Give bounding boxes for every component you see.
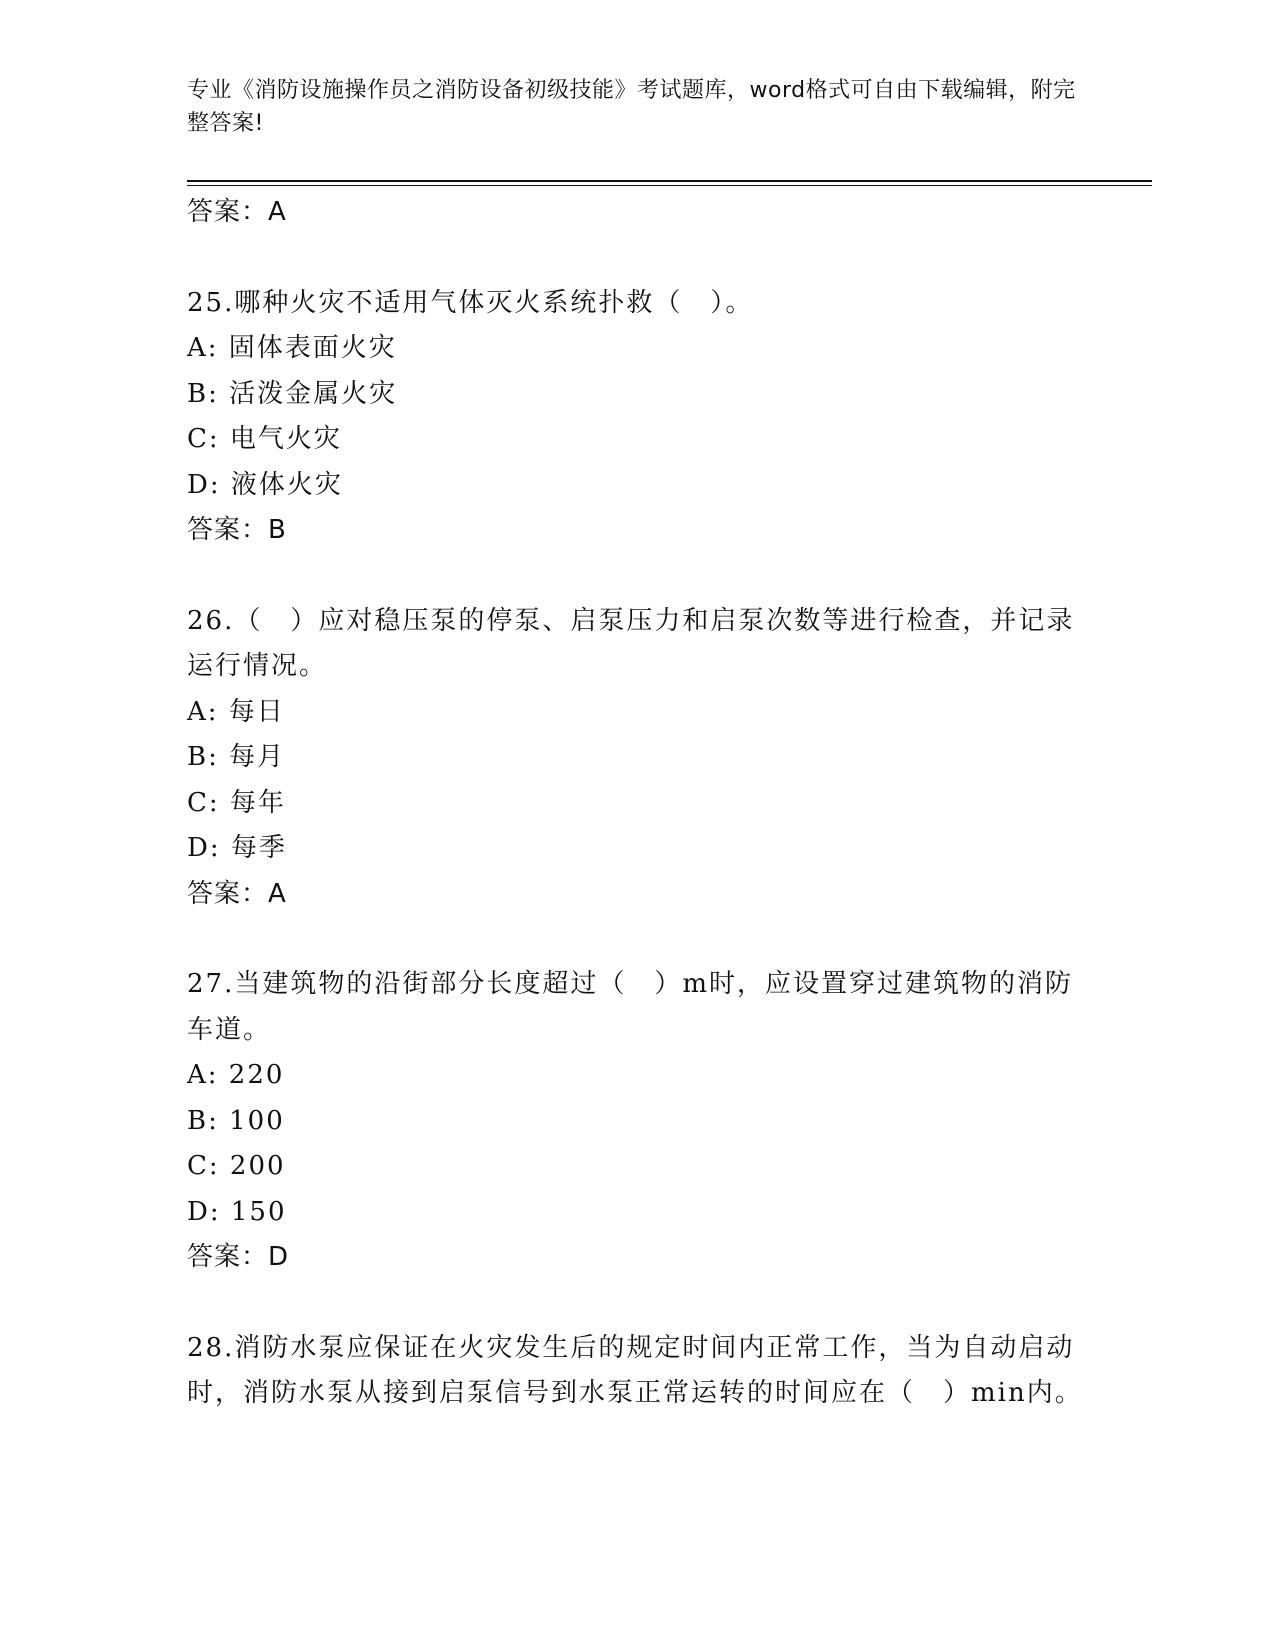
answer-line: 答案：A bbox=[187, 197, 287, 227]
answer-line: 答案：D bbox=[187, 1242, 290, 1272]
option-c: C: 200 bbox=[187, 1151, 286, 1181]
option-c: C: 电气火灾 bbox=[187, 424, 342, 454]
option-d: D: 每季 bbox=[187, 833, 287, 863]
option-b: B: 每月 bbox=[187, 742, 286, 772]
answer-line: 答案：A bbox=[187, 878, 287, 909]
option-a: A: 220 bbox=[187, 1060, 285, 1090]
question-list bbox=[187, 190, 1087, 1417]
question-26 bbox=[187, 599, 1087, 918]
option-b: B: 100 bbox=[187, 1105, 285, 1136]
option-a: A: 固体表面火灾 bbox=[187, 333, 397, 363]
option-d: D: 150 bbox=[187, 1196, 287, 1227]
option-a: A: 每日 bbox=[187, 696, 285, 727]
question-28 bbox=[187, 1326, 1087, 1417]
header-rule bbox=[187, 180, 1152, 182]
question-stem: 25.哪种火灾不适用气体灭火系统扑救（ ）。 bbox=[187, 287, 754, 318]
answer-line: 答案：B bbox=[187, 515, 287, 545]
question-stem: 28.消防水泵应保证在火灾发生后的规定时间内正常工作，当为自动启动时，消防水泵从接到启泵信号到水泵正常运转的时间应在（ ）min内。 bbox=[187, 1332, 1083, 1408]
question-stem: 27.当建筑物的沿街部分长度超过（ ）m时，应设置穿过建筑物的消防车道。 bbox=[187, 969, 1074, 1045]
option-c: C: 每年 bbox=[187, 787, 286, 818]
option-d: D: 液体火灾 bbox=[187, 469, 343, 500]
page-header: 专业《消防设施操作员之消防设备初级技能》考试题库，word格式可自由下载编辑，附完整答案! bbox=[187, 78, 1076, 136]
option-b: B: 活泼金属火灾 bbox=[187, 378, 398, 409]
question-25 bbox=[187, 281, 1087, 554]
question-stem: 26.（ ）应对稳压泵的停泵、启泵压力和启泵次数等进行检查，并记录运行情况。 bbox=[187, 605, 1075, 681]
question-27 bbox=[187, 962, 1087, 1281]
header-rule-thin bbox=[187, 185, 1152, 186]
